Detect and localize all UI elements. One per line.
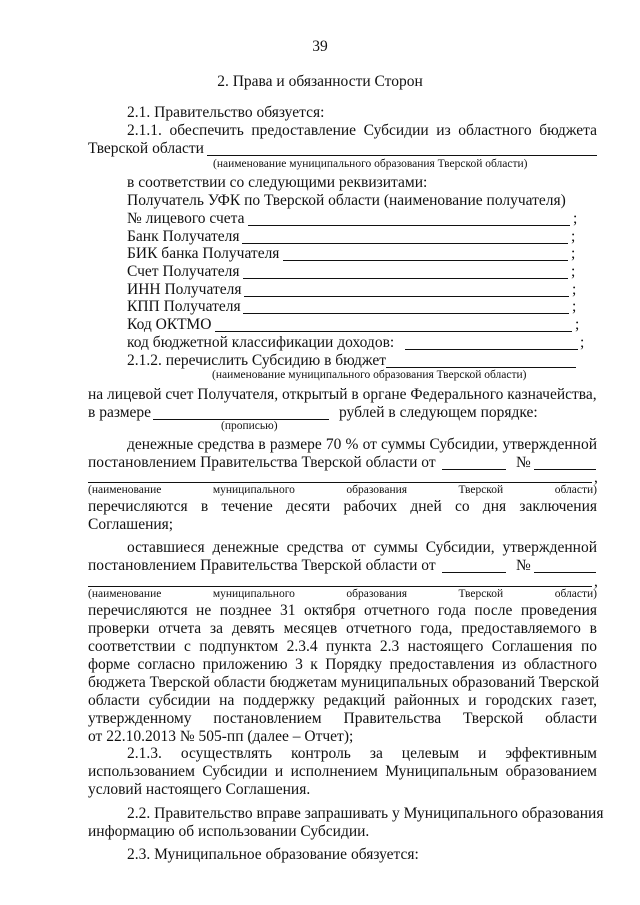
size-rest: рублей в следующем порядке: bbox=[339, 404, 538, 421]
semicolon: ; bbox=[573, 210, 578, 227]
oct-line6: области субсидии на поддержку редакций районных и городских газет, bbox=[88, 692, 597, 709]
clause-2-1-1-line2: Тверской области bbox=[88, 140, 204, 157]
comma: , bbox=[594, 469, 598, 486]
requisite-kpp: КПП Получателя bbox=[127, 298, 241, 315]
oct-line2: проверки отчета за девять месяцев отчетного года, предоставляемого в bbox=[88, 620, 597, 637]
clause-2-2-line1: 2.2. Правительство вправе запрашивать у Муниципального образования bbox=[127, 805, 604, 822]
blank-mo-name-3 bbox=[88, 482, 592, 483]
note-word: области) bbox=[554, 484, 597, 496]
clause-2-1-2: 2.1.2. перечислить Субсидию в бюджет bbox=[127, 352, 386, 369]
semicolon: ; bbox=[571, 263, 576, 280]
clause-2-1-3-line3: условий настоящего Соглашения. bbox=[88, 781, 311, 798]
semicolon: ; bbox=[572, 298, 577, 315]
blank-kbk bbox=[405, 349, 578, 350]
section-heading: 2. Права и обязанности Сторон bbox=[217, 73, 423, 90]
note-word: муниципального bbox=[212, 588, 295, 600]
requisite-bank: Банк Получателя bbox=[127, 228, 240, 245]
note-mo-name-1: (наименование муниципального образования Тверской области) bbox=[213, 158, 528, 170]
requisite-oktmo: Код ОКТМО bbox=[127, 316, 212, 333]
transfer-line2: Соглашения; bbox=[88, 516, 174, 533]
oct-line3: соответствии с подпунктом 2.3.4 пункта 2.3 настоящего Соглашения по bbox=[88, 638, 597, 655]
rest-line2: постановлением Правительства Тверской области от bbox=[88, 557, 436, 574]
note-word: Тверской bbox=[458, 484, 504, 496]
blank-budget bbox=[386, 367, 576, 368]
oct-line5: бюджета Тверской области бюджетам муниципальных образований Тверской bbox=[88, 674, 600, 691]
clause-2-1-3-line1: 2.1.3. осуществлять контроль за целевым и эффективным bbox=[127, 745, 597, 762]
blank-number-1 bbox=[534, 469, 596, 470]
rest-line1: оставшиеся денежные средства от суммы Субсидии, утвержденной bbox=[127, 539, 597, 556]
blank-date-2 bbox=[442, 572, 506, 573]
size-label: в размере bbox=[88, 404, 152, 421]
page-number: 39 bbox=[312, 38, 328, 55]
blank-account bbox=[248, 225, 570, 226]
blank-kpp bbox=[243, 313, 569, 314]
p70-line2: постановлением Правительства Тверской области от bbox=[88, 454, 436, 471]
blank-mo-name bbox=[207, 155, 597, 156]
clause-2-2-line2: информацию об использовании Субсидии. bbox=[88, 823, 370, 840]
comma: , bbox=[594, 573, 598, 590]
semicolon: ; bbox=[572, 281, 577, 298]
requisite-receiver: Получатель УФК по Тверской области (наименование получателя) bbox=[127, 192, 566, 209]
blank-number-2 bbox=[534, 572, 596, 573]
note-mo-name-4 bbox=[88, 588, 597, 601]
oct-line4: форме согласно приложению 3 к Порядку предоставления из областного bbox=[88, 656, 597, 673]
requisite-account: № лицевого счета bbox=[127, 210, 245, 227]
requisites-intro: в соответствии со следующими реквизитами: bbox=[127, 174, 428, 191]
requisite-schet: Счет Получателя bbox=[127, 263, 240, 280]
clause-2-3: 2.3. Муниципальное образование обязуется: bbox=[127, 846, 419, 863]
blank-oktmo bbox=[215, 331, 572, 332]
requisite-kbk: код бюджетной классификации доходов: bbox=[127, 334, 395, 351]
semicolon: ; bbox=[571, 228, 576, 245]
number-sign-1: № bbox=[516, 454, 531, 471]
note-word: (наименование bbox=[88, 588, 162, 600]
requisite-bik: БИК банка Получателя bbox=[127, 245, 280, 262]
requisite-inn: ИНН Получателя bbox=[127, 281, 242, 298]
oct-line7: утвержденному постановлением Правительства Тверской области bbox=[88, 710, 597, 727]
note-word: области) bbox=[554, 588, 597, 600]
note-mo-name-3 bbox=[88, 484, 597, 497]
semicolon: ; bbox=[580, 334, 585, 351]
oct-line8: от 22.10.2013 № 505-пп (далее – Отчет); bbox=[88, 728, 354, 745]
clause-2-1-1-line1: 2.1.1. обеспечить предоставление Субсидии из областного бюджета bbox=[127, 122, 597, 139]
note-mo-name-2: (наименование муниципального образования Тверской области) bbox=[212, 369, 527, 381]
number-sign-2: № bbox=[516, 557, 531, 574]
transfer-line1: перечисляются в течение десяти рабочих дней со дня заключения bbox=[88, 498, 597, 515]
blank-date-1 bbox=[442, 469, 506, 470]
blank-mo-name-4 bbox=[88, 586, 592, 587]
note-word: (наименование bbox=[88, 484, 162, 496]
oct-line1: перечисляются не позднее 31 октября отчетного года после проведения bbox=[88, 602, 597, 619]
blank-schet bbox=[243, 278, 568, 279]
clause-2-1: 2.1. Правительство обязуется: bbox=[127, 104, 325, 121]
note-word: муниципального bbox=[212, 484, 295, 496]
semicolon: ; bbox=[571, 245, 576, 262]
blank-inn bbox=[244, 296, 569, 297]
note-word: образования bbox=[346, 588, 408, 600]
clause-2-1-3-line2: использованием Субсидии и исполнением Муниципальным образованием bbox=[88, 763, 597, 780]
note-in-words: (прописью) bbox=[221, 420, 278, 432]
blank-bank bbox=[242, 243, 568, 244]
semicolon: ; bbox=[575, 316, 580, 333]
note-word: образования bbox=[346, 484, 408, 496]
p70-line1: денежные средства в размере 70 % от суммы Субсидии, утвержденной bbox=[127, 436, 597, 453]
account-line: на лицевой счет Получателя, открытый в органе Федерального казначейства, bbox=[88, 386, 597, 403]
note-word: Тверской bbox=[458, 588, 504, 600]
blank-bik bbox=[283, 260, 568, 261]
